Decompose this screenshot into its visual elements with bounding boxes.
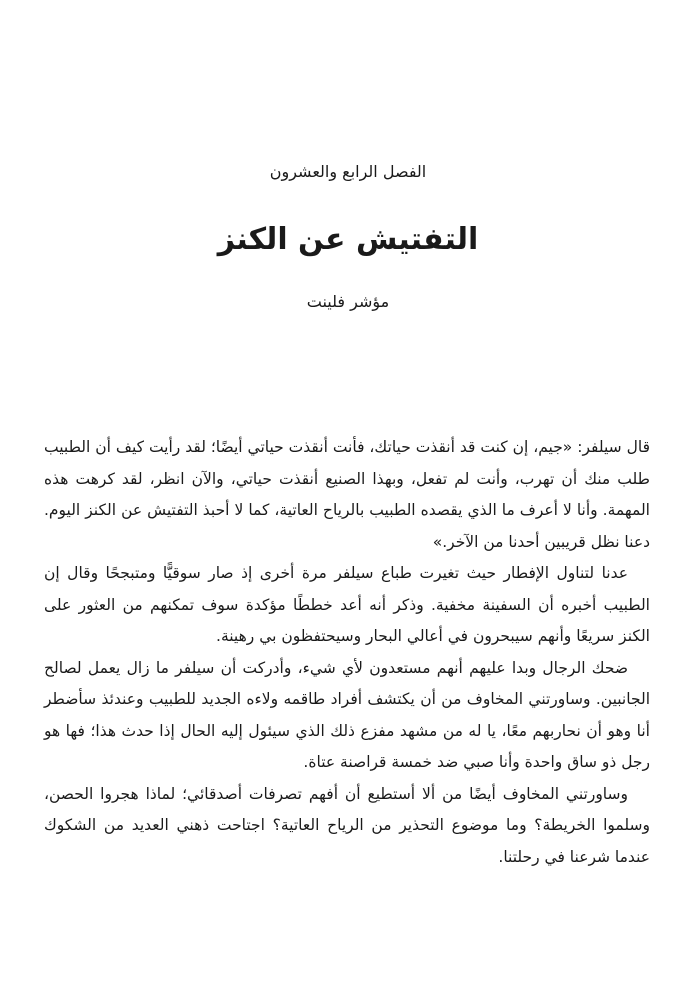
body-text [44,432,650,873]
chapter-narrator: مؤشر فلينت [306,292,390,311]
paragraph: قال سيلفر: «جيم، إن كنت قد أنقذت حياتك، فأنت أنقذت حياتي أيضًا؛ لقد رأيت كيف أن الطبيب طلب منك أن تهرب، وأنت لم تفعل، وبهذا الصنيع أنقذت حياتي، والآن انظر، لقد كرهت هذه المهمة. وأنا لا أعرف ما الذي يقصده الطبيب بالرياح العاتية، كما لا أحبذ التفتيش عن الكنز اليوم. دعنا نظل قريبين أحدنا من الآخر.» [44,438,650,551]
paragraph: وساورتني المخاوف أيضًا من ألا أستطيع أن أفهم تصرفات أصدقائي؛ لماذا هجروا الحصن، وسلموا الخريطة؟ وما موضوع التحذير من الرياح العاتية؟ اجتاحت ذهني العديد من الشكوك عندما شرعنا في رحلتنا. [44,784,650,866]
paragraph: عدنا لتناول الإفطار حيث تغيرت طباع سيلفر مرة أخرى إذ صار سوقيًّا ومتبجحًا وقال إن الطبيب أخبره أن السفينة مخفية. وذكر أنه أعد خططًا مؤكدة سوف تمكنهم من العثور على الكنز سريعًا وأنهم سيبحرون في أعالي البحار وسيحتفظون بي رهينة. [44,564,650,645]
chapter-number-label: الفصل الرابع والعشرون [269,162,427,181]
chapter-title: التفتيش عن الكنز [217,222,479,257]
paragraph: ضحك الرجال وبدا عليهم أنهم مستعدون لأي شيء، وأدركت أن سيلفر ما زال يعمل لصالح الجانبين. وساورتني المخاوف من أن يكتشف أفراد طاقمه ولاءه الجديد للطبيب وعندئذ سأضطر أنا وهو أن نحاربهم معًا، يا له من مشهد مفزع ذلك الذي سيئول إليه الحال إذا حدث هذا؛ فها هو رجل ذو ساق واحدة وأنا صبي ضد خمسة قراصنة عتاة. [44,658,650,771]
